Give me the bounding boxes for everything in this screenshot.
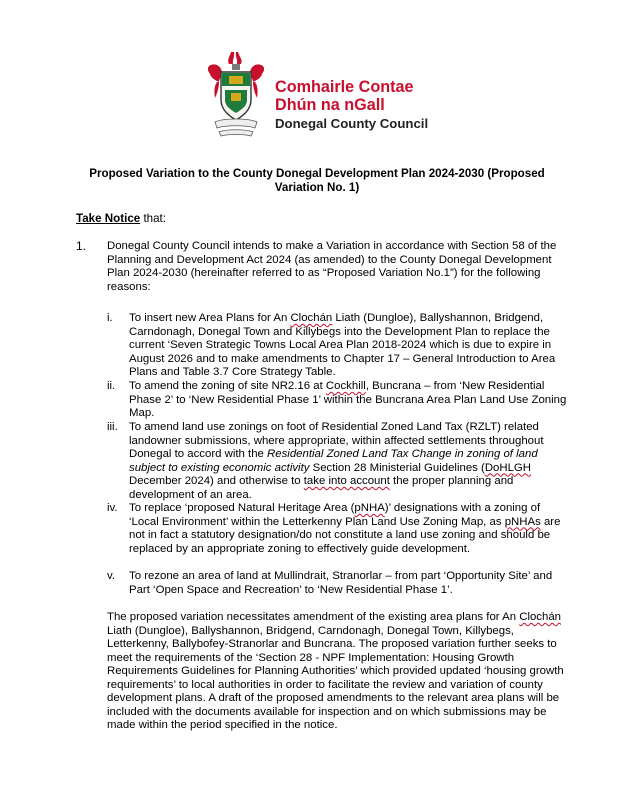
spellcheck-word: pNHA: [354, 502, 385, 514]
reason-numeral: v.: [107, 570, 116, 582]
spellcheck-word: Clochán: [290, 312, 333, 324]
closing-paragraph: [107, 611, 567, 733]
reason-numeral: i.: [107, 312, 113, 324]
reason-text-part: , Buncrana – from ‘New Residential Phase 2’ to ‘New Residential Phase 1’ within the Buncrana Area Plan Land Use Zoning Map.: [129, 380, 567, 419]
item-number: 1.: [76, 239, 87, 253]
reason-numeral: ii.: [107, 380, 116, 392]
take-notice-line: [76, 212, 166, 226]
closing-text-part: The proposed variation necessitates amendment of the existing area plans for An: [107, 611, 520, 623]
spellcheck-word: Cockhill: [325, 380, 366, 392]
document-title: Proposed Variation to the County Donegal Development Plan 2024-2030 (Proposed Variation No. 1): [89, 167, 545, 194]
reason-text-part: Section 28 Ministerial Guidelines (: [309, 461, 485, 474]
council-name: [275, 78, 445, 132]
reason-numeral: iii.: [107, 421, 118, 433]
reason-text-part: To amend land use zonings on foot of Residential Zoned Land Tax (RZLT) related landowner submissions, where appropriate, within affected settlements throughout Donegal to accord with the: [129, 421, 544, 460]
reason-text-part: are not in fact a statutory designation/do not constitute a land use zoning and should be replaced by an appropriate zoning to effectively guide development.: [129, 515, 561, 555]
closing-text-part: Liath (Dungloe), Ballyshannon, Bridgend, Carndonagh, Donegal Town, Killybegs, Letterkenny, Ballybofey-Stranorlar and Buncrana. The proposed variation further seeks to meet the requirements of the ‘Section 28 - NPF Implementation: Housing Growth Requirements Guidelines for Planning Authorities’ which provided updated ‘housing growth requirements’ to local authorities in order to facilitate the review and variation of county development plans. A draft of the proposed amendments to the relevant area plans will be included with the documents available for inspection and on which submissions may be made within the period specified in the notice.: [107, 624, 564, 731]
spellcheck-word: Clochán: [519, 611, 562, 623]
intro-paragraph: Donegal County Council intends to make a Variation in accordance with Section 58 of the Planning and Development Act 2024 (as amended) to the County Donegal Development Plan 2024-2030 (hereinafter referred to as “Proposed Variation No.1”) for the following reasons:: [107, 240, 557, 293]
reason-text: [129, 502, 567, 556]
reason-text: [129, 380, 567, 421]
reason-text-part: To amend the zoning of site NR2.16 at: [129, 380, 326, 392]
spellcheck-word: pNHAs: [504, 515, 541, 528]
reason-numeral: iv.: [107, 502, 118, 514]
reason-text: To rezone an area of land at Mullindrait, Stranorlar – from part ‘Opportunity Site’ and Part ‘Open Space and Recreation’ to ‘New Residential Phase 1’.: [129, 570, 553, 596]
reason-text: [129, 312, 567, 380]
reason-text-part: )’ designations with a zoning of ‘Local Environment’ within the Letterkenny Plan Land Use Zoning Map, as: [129, 502, 541, 528]
council-name-english: Donegal County Council: [275, 116, 429, 131]
council-name-irish-line1: Comhairle Contae: [275, 78, 414, 96]
take-notice-suffix: that:: [140, 212, 166, 225]
spellcheck-word: take into account: [303, 475, 390, 487]
reason-text-part: Liath (Dungloe), Ballyshannon, Bridgend, Carndonagh, Donegal Town and Killybegs into the Development Plan to replace the current ‘Seven Strategic Towns Local Area Plan 2018-2024 which is due to expire in August 2026 and to make amendments to Chapter 17 – General Introduction to Area Plans and Table 3.7 Core Strategy Table.: [129, 312, 556, 378]
reason-text-part: the proper planning and development of an area.: [129, 475, 514, 501]
reason-text: [129, 421, 567, 502]
council-name-irish-line2: Dhún na nGall: [275, 96, 385, 114]
reason-text-part: To replace ‘proposed Natural Heritage Area (: [129, 502, 355, 514]
reason-text-part: December 2024) and otherwise to: [129, 475, 304, 487]
reason-text-italic: Residential Zoned Land Tax Change in zoning of land subject to existing economic activity: [129, 448, 538, 474]
spellcheck-word: DoHLGH: [484, 461, 532, 474]
county-crest-icon: [205, 48, 267, 140]
council-logo: [205, 48, 445, 142]
reason-text-part: To insert new Area Plans for An: [129, 312, 291, 324]
take-notice-label: Take Notice: [76, 212, 141, 225]
